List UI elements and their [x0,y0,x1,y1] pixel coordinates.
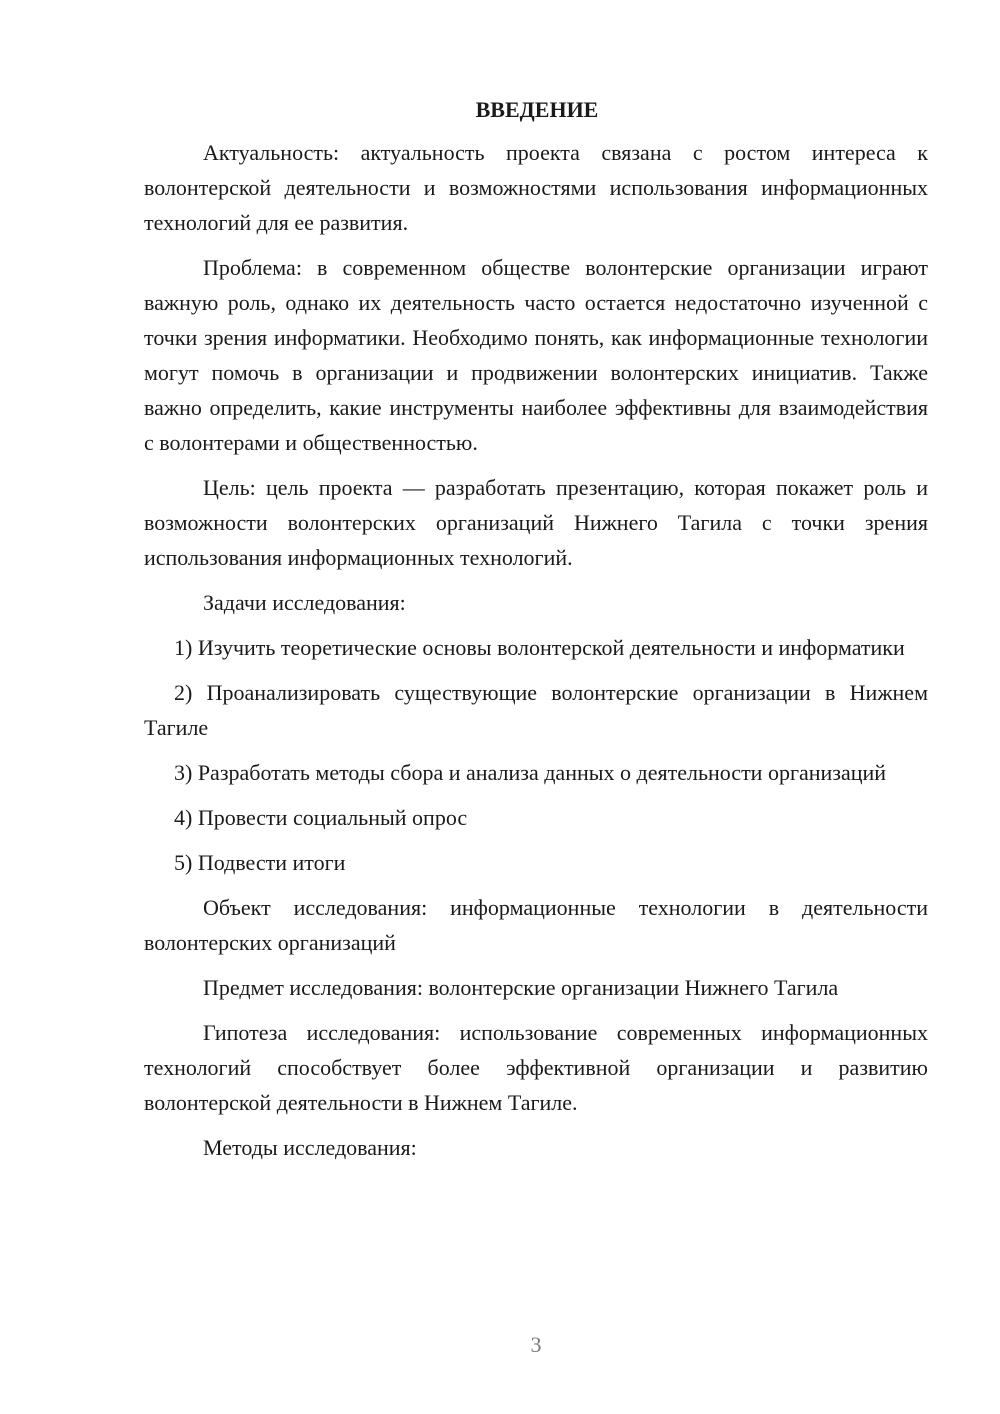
subject-paragraph: Предмет исследования: волонтерские организации Нижнего Тагила [203,975,839,1000]
task-item: 3) Разработать методы сбора и анализа данных о деятельности организаций [174,760,887,785]
tasks-heading: Задачи исследования: [203,590,406,615]
methods-heading: Методы исследования: [203,1135,417,1160]
goal-paragraph: Цель: цель проекта — разработать презентацию, которая покажет роль и возможности волонтерских организаций Нижнего Тагила с точки зрения использования информационных технологий. [144,475,928,570]
task-item: 5) Подвести итоги [174,850,346,875]
page-content [144,92,928,1175]
section-title: ВВЕДЕНИЕ [475,97,599,122]
task-item: 4) Провести социальный опрос [174,805,468,830]
relevance-paragraph: Актуальность: актуальность проекта связана с ростом интереса к волонтерской деятельности и возможностями использования информационных технологий для ее развития. [144,140,928,235]
task-item: 2) Проанализировать существующие волонтерские организации в Нижнем Тагиле [144,680,928,740]
object-paragraph: Объект исследования: информационные технологии в деятельности волонтерских организаций [144,895,928,955]
hypothesis-paragraph: Гипотеза исследования: использование современных информационных технологий способствует более эффективной организации и развитию волонтерской деятельности в Нижнем Тагиле. [144,1020,928,1115]
problem-paragraph: Проблема: в современном обществе волонтерские организации играют важную роль, однако их деятельность часто остается недостаточно изученной с точки зрения информатики. Необходимо понять, как информационные технологии могут помочь в организации и продвижении волонтерских инициатив. Также важно определить, какие инструменты наиболее эффективны для взаимодействия с волонтерами и общественностью. [144,255,928,455]
page-number: 3 [530,1332,542,1357]
task-item: 1) Изучить теоретические основы волонтерской деятельности и информатики [174,635,905,660]
